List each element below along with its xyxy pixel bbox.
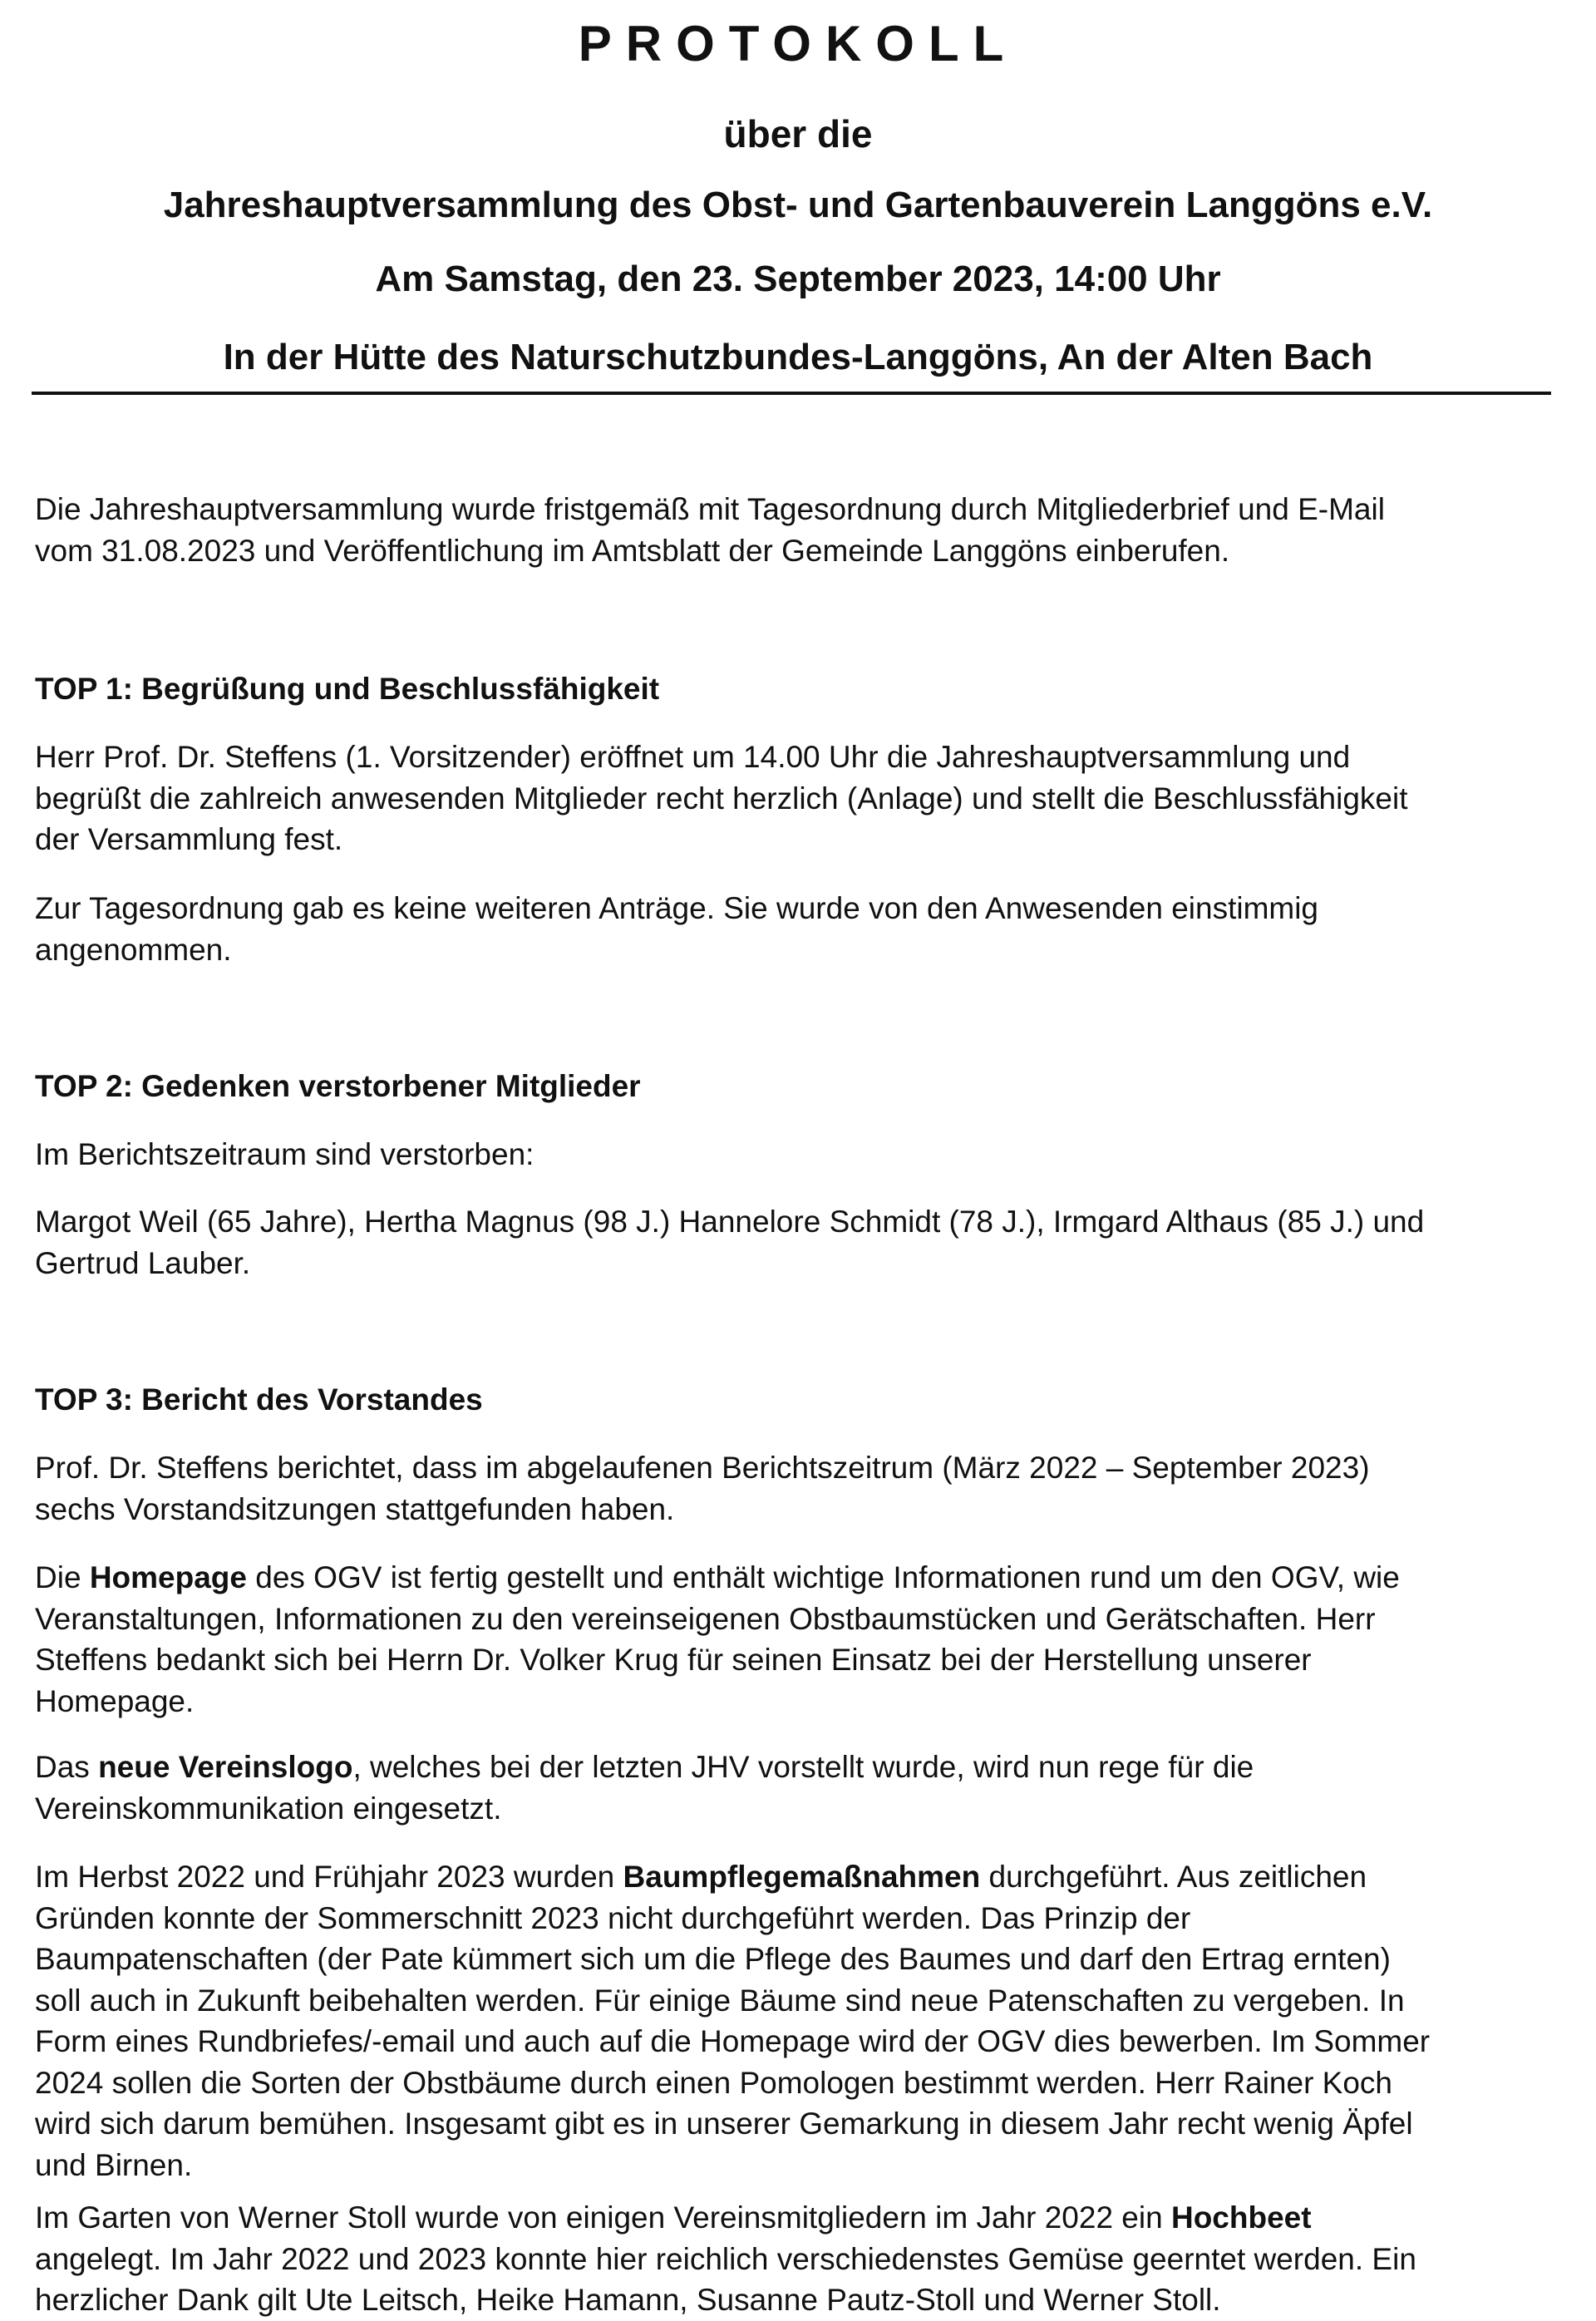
text-run: Das [35, 1750, 99, 1784]
header-location-line: In der Hütte des Naturschutzbundes-Langgöns, An der Alten Bach [223, 337, 1373, 377]
header-association-line: Jahreshauptversammlung des Obst- und Gartenbauverein Langgöns e.V. [163, 185, 1433, 225]
top3-heading: TOP 3: Bericht des Vorstandes [35, 1382, 483, 1417]
document-title: PROTOKOLL [578, 16, 1018, 71]
text-run: Im Garten von Werner Stoll wurde von einigen Vereinsmitgliedern im Jahr 2022 ein [35, 2200, 1171, 2235]
text-line [35, 1747, 1561, 1788]
intro-paragraph [35, 489, 1561, 571]
text-line: Gründen konnte der Sommerschnitt 2023 nicht durchgeführt werden. Das Prinzip der [35, 1900, 1191, 1935]
text-line: soll auch in Zukunft beibehalten werden. Für einige Bäume sind neue Patenschaften zu vergeben. In [35, 1983, 1405, 2018]
header-divider [32, 392, 1551, 395]
text-line: angenommen. [35, 932, 232, 967]
top2-paragraph-1: Im Berichtszeitraum sind verstorben: [35, 1137, 534, 1171]
top3-paragraph-baumpflege [35, 1856, 1561, 2185]
text-line: Prof. Dr. Steffens berichtet, dass im abgelaufenen Berichtszeitrum (März 2022 – September 2023) [35, 1451, 1370, 1485]
text-line: und Birnen. [35, 2147, 193, 2182]
text-line: Vereinskommunikation eingesetzt. [35, 1791, 502, 1826]
top3-paragraph-1 [35, 1447, 1561, 1530]
bold-term: Baumpflegemaßnahmen [623, 1860, 981, 1894]
bold-term: Hochbeet [1170, 2200, 1312, 2235]
top2-heading: TOP 2: Gedenken verstorbener Mitglieder [35, 1069, 641, 1103]
text-line: Herr Prof. Dr. Steffens (1. Vorsitzender) eröffnet um 14.00 Uhr die Jahreshauptversammlung und [35, 740, 1351, 774]
text-line: vom 31.08.2023 und Veröffentlichung im Amtsblatt der Gemeinde Langgöns einberufen. [35, 533, 1230, 568]
text-run: durchgeführt. Aus zeitlichen [980, 1860, 1367, 1894]
text-line: Homepage. [35, 1683, 195, 1718]
text-line: angelegt. Im Jahr 2022 und 2023 konnte hier reichlich verschiedenstes Gemüse geerntet werden. Ein [35, 2241, 1416, 2276]
top1-heading: TOP 1: Begrüßung und Beschlussfähigkeit [35, 672, 660, 706]
top1-paragraph-2 [35, 888, 1561, 970]
bold-term: Homepage [89, 1560, 247, 1594]
text-line: Die Jahreshauptversammlung wurde fristgemäß mit Tagesordnung durch Mitgliederbrief und E-Mail [35, 492, 1385, 526]
text-line: Form eines Rundbriefes/-email und auch auf die Homepage wird der OGV dies bewerben. Im Sommer [35, 2024, 1431, 2058]
text-run: Die [35, 1560, 90, 1594]
top3-paragraph-homepage [35, 1557, 1561, 1722]
text-run: des OGV ist fertig gestellt und enthält wichtige Informationen rund um den OGV, wie [246, 1560, 1400, 1594]
top3-paragraph-hochbeet [35, 2197, 1561, 2321]
text-line: 2024 sollen die Sorten der Obstbäume durch einen Pomologen bestimmt werden. Herr Rainer Koch [35, 2065, 1393, 2100]
text-line: der Versammlung fest. [35, 822, 343, 856]
text-line: herzlicher Dank gilt Ute Leitsch, Heike Hamann, Susanne Pautz-Stoll und Werner Stoll. [35, 2283, 1221, 2317]
header-date-line: Am Samstag, den 23. September 2023, 14:00 Uhr [375, 259, 1221, 299]
text-line [35, 1856, 1561, 1898]
bold-term: neue Vereinslogo [98, 1750, 353, 1784]
text-line: wird sich darum bemühen. Insgesamt gibt es in unserer Gemarkung in diesem Jahr recht wenig Äpfel [35, 2107, 1413, 2141]
top1-paragraph-1 [35, 737, 1561, 860]
text-line [35, 2197, 1561, 2239]
text-line: sechs Vorstandsitzungen stattgefunden haben. [35, 1491, 675, 1526]
text-line: Baumpatenschaften (der Pate kümmert sich um die Pflege des Baumes und darf den Ertrag ernten) [35, 1942, 1391, 1976]
text-run: , welches bei der letzten JHV vorstellt wurde, wird nun rege für die [352, 1750, 1254, 1784]
top2-paragraph-2 [35, 1201, 1561, 1284]
text-line: Steffens bedankt sich bei Herrn Dr. Volker Krug für seinen Einsatz bei der Herstellung unserer [35, 1643, 1312, 1677]
text-line: begrüßt die zahlreich anwesenden Mitglieder recht herzlich (Anlage) und stellt die Beschlussfähigkeit [35, 781, 1408, 816]
text-line: Gertrud Lauber. [35, 1245, 251, 1280]
document-subtitle: über die [723, 112, 873, 155]
text-line: Zur Tagesordnung gab es keine weiteren Anträge. Sie wurde von den Anwesenden einstimmig [35, 891, 1319, 925]
text-run: Im Herbst 2022 und Frühjahr 2023 wurden [35, 1860, 623, 1894]
top3-paragraph-logo [35, 1747, 1561, 1829]
text-line: Veranstaltungen, Informationen zu den vereinseigenen Obstbaumstücken und Gerätschaften. Herr [35, 1601, 1376, 1636]
text-line [35, 1557, 1561, 1599]
text-line: Margot Weil (65 Jahre), Hertha Magnus (98 J.) Hannelore Schmidt (78 J.), Irmgard Althaus (85 J.) und [35, 1205, 1425, 1239]
